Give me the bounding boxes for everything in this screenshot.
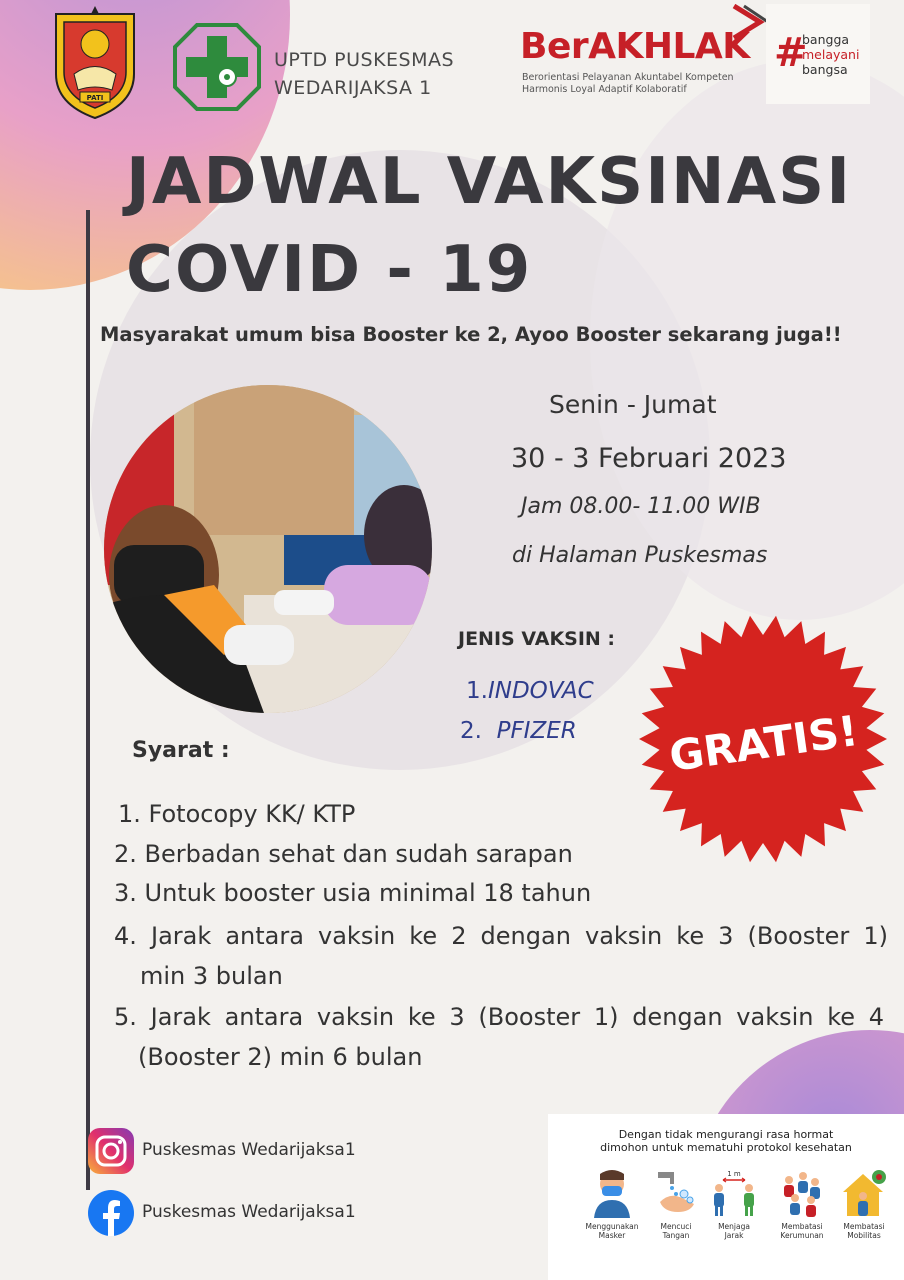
requirement-item: 2. Berbadan sehat dan sudah sarapan [114, 840, 573, 868]
org-name-line2: WEDARIJAKSA 1 [274, 77, 432, 99]
requirement-item: 1. Fotocopy KK/ KTP [118, 800, 356, 828]
org-name-line1: UPTD PUSKESMAS [274, 49, 455, 71]
schedule-days: Senin - Jumat [549, 390, 717, 419]
svg-text:PATI: PATI [86, 94, 104, 102]
protocol-caption: Menjaga Jarak [718, 1222, 750, 1240]
health-protocol-panel [548, 1114, 904, 1280]
berakhlak-tagline-2: Harmonis Loyal Adaptif Kolaboratif [522, 84, 687, 95]
hashtag-glyph: # [774, 30, 808, 76]
bangga-word-1: bangga [802, 32, 850, 47]
protocol-caption: Membatasi Kerumunan [780, 1222, 824, 1240]
requirement-item-continued: (Booster 2) min 6 bulan [138, 1043, 423, 1071]
schedule-place: di Halaman Puskesmas [512, 543, 768, 568]
social-distance-icon [709, 1168, 759, 1218]
vaccine-item-name: INDOVAC [487, 678, 594, 704]
vaccine-item-name: PFIZER [496, 718, 577, 744]
free-badge [636, 612, 890, 866]
vaccination-scene-illustration [104, 385, 432, 713]
vaccine-item-number: 1. [466, 678, 488, 704]
organization-name [274, 46, 454, 102]
schedule-date: 30 - 3 Februari 2023 [511, 443, 787, 474]
crowd-icon [777, 1168, 827, 1218]
svg-text:1 m: 1 m [727, 1170, 741, 1178]
protocol-item-mask [578, 1168, 646, 1276]
facebook-icon [86, 1188, 136, 1238]
protocol-heading-line2: dimohon untuk mematuhi protokol kesehatan [600, 1141, 852, 1154]
vertical-divider [86, 210, 90, 1190]
bangga-word-2: melayani [802, 47, 860, 62]
protocol-caption: Mencuci Tangan [660, 1222, 692, 1240]
pati-regency-shield-logo [50, 4, 140, 120]
vaccine-item-number: 2. [460, 718, 482, 744]
protocol-caption: Membatasi Mobilitas [843, 1222, 885, 1240]
stay-home-icon [839, 1168, 889, 1218]
protocol-caption: Menggunakan Masker [585, 1222, 639, 1240]
vaccine-item [466, 678, 594, 704]
vaccine-heading: JENIS VAKSIN : [458, 628, 616, 650]
requirement-item: 5. Jarak antara vaksin ke 3 (Booster 1) dengan vaksin ke 4 [114, 1003, 884, 1031]
page-title [126, 138, 852, 314]
berakhlak-title: BerAKHLAK [520, 26, 750, 67]
berakhlak-logo [520, 4, 760, 100]
protocol-heading [548, 1128, 904, 1154]
protocol-item-distance [700, 1168, 768, 1276]
bangga-word-3: bangsa [802, 62, 848, 77]
protocol-item-mobility [830, 1168, 898, 1276]
requirement-item: 3. Untuk booster usia minimal 18 tahun [114, 879, 592, 907]
bangga-melayani-bangsa-logo [766, 4, 870, 104]
facebook-handle: Puskesmas Wedarijaksa1 [142, 1202, 356, 1222]
requirements-heading: Syarat : [132, 738, 230, 763]
protocol-item-crowd [768, 1168, 836, 1276]
subtitle: Masyarakat umum bisa Booster ke 2, Ayoo Booster sekarang juga!! [100, 323, 842, 346]
title-line-1: JADWAL VAKSINASI [126, 145, 852, 219]
title-line-2: COVID - 19 [126, 233, 533, 307]
instagram-link[interactable] [86, 1126, 386, 1178]
facebook-link[interactable] [86, 1188, 386, 1240]
berakhlak-tagline-1: Berorientasi Pelayanan Akuntabel Kompeten [522, 72, 734, 83]
requirement-item-continued: min 3 bulan [140, 962, 283, 990]
free-badge-text: GRATIS! [666, 705, 861, 781]
puskesmas-logo [172, 22, 262, 112]
instagram-icon [86, 1126, 136, 1176]
protocol-heading-line1: Dengan tidak mengurangi rasa hormat [618, 1128, 834, 1141]
schedule-time: Jam 08.00- 11.00 WIB [521, 494, 761, 519]
instagram-handle: Puskesmas Wedarijaksa1 [142, 1140, 356, 1160]
face-mask-icon [590, 1168, 634, 1218]
vaccination-photo [104, 385, 432, 713]
handwash-icon [654, 1168, 698, 1218]
requirement-item: 4. Jarak antara vaksin ke 2 dengan vaksin ke 3 (Booster 1) [114, 922, 888, 950]
vaccine-item [460, 718, 577, 744]
